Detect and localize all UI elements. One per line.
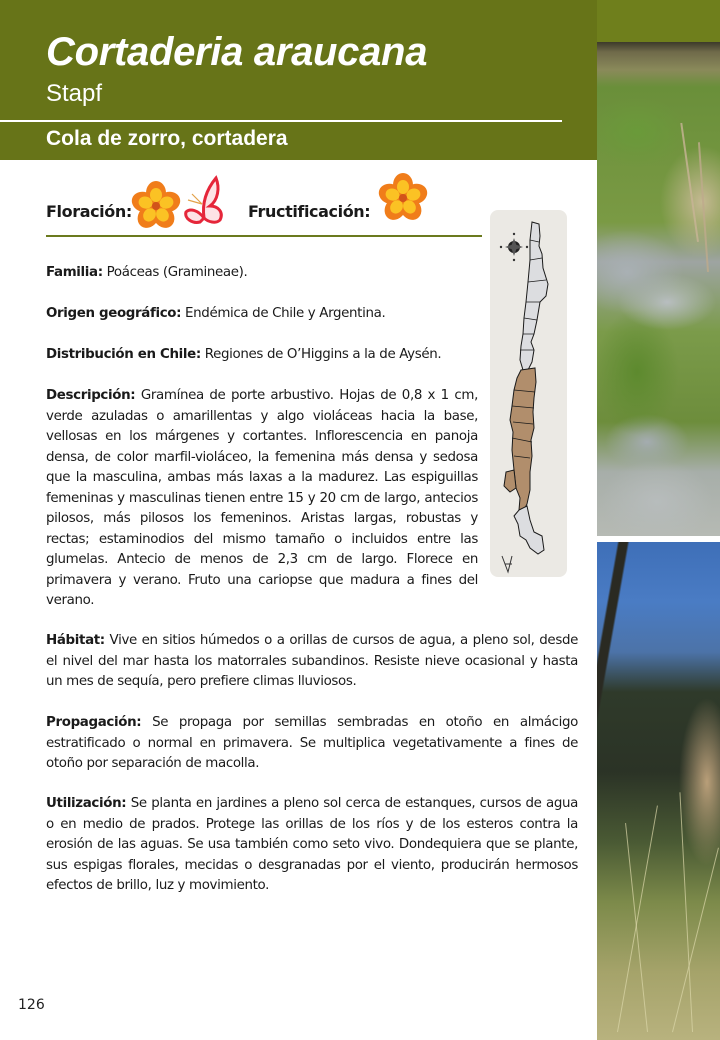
distribucion-text: Regiones de O’Higgins a la de Aysén.	[200, 347, 442, 362]
familia-label: Familia:	[46, 265, 103, 280]
species-title: Cortaderia araucana	[46, 30, 428, 74]
origen-text: Endémica de Chile y Argentina.	[181, 306, 386, 321]
section-distribucion	[46, 345, 478, 366]
origen-label: Origen geográfico:	[46, 306, 182, 321]
propagacion-label: Propagación:	[46, 715, 142, 730]
utilizacion-text: Se planta en jardines a pleno sol cerca de estanques, cursos de agua o en medio de prados. Protege las orillas de los ríos y de los esteros contra la erosión de las aguas. Se usa también como seto vivo. Dondequiera que se plante, sus espigas florales, mecidas o desgranadas por el viento, producirán hermosos efectos de brillo, luz y movimiento.	[46, 796, 578, 893]
section-familia	[46, 263, 478, 284]
header-band-extension	[597, 0, 720, 42]
utilizacion-label: Utilización:	[46, 796, 127, 811]
habitat-photo-riverbed	[597, 42, 720, 536]
propagacion-text: Se propaga por semillas sembradas en otoño en almácigo estratificado o normal en primavera. Se multiplica vegetativamente a fines de otoño por separación de macolla.	[46, 715, 578, 771]
section-habitat	[46, 631, 578, 693]
flowering-label: Floración:	[46, 202, 132, 221]
section-origen	[46, 304, 478, 325]
phenology-divider	[46, 235, 482, 237]
descripcion-text: Gramínea de porte arbustivo. Hojas de 0,8 x 1 cm, verde azuladas o amarillentas y algo violáceas hacia la base, vellosas en los márgenes y cortantes. Inflorescencia en panoja densa, de color marfil-violáceo, la femenina más densa y sedosa que la masculina, ambas más laxas a la madurez. Las espiguillas femeninas y masculinas tienen entre 15 y 20 cm de largo, antecios pilosos, más pilosos los femeninos. Aristas largas, robustas y rectas; estaminodios del mismo tamaño o incluidos entre las glumelas. Antecio de menos de 2,3 cm de largo. Florece en primavera y verano. Fruto una cariopse que madura a fines del verano.	[46, 388, 478, 608]
phenology-row	[46, 172, 482, 232]
flower-icon	[377, 172, 429, 228]
section-propagacion	[46, 713, 578, 775]
descripcion-label: Descripción:	[46, 388, 136, 403]
compass-rose-icon	[500, 233, 528, 261]
species-author: Stapf	[46, 80, 103, 107]
distribucion-label: Distribución en Chile:	[46, 347, 201, 362]
habitat-label: Hábitat:	[46, 633, 105, 648]
fruiting-label: Fructificación:	[248, 202, 371, 221]
butterfly-icon	[182, 174, 226, 232]
flower-icon	[130, 180, 182, 236]
section-utilizacion	[46, 794, 578, 897]
familia-text: Poáceas (Gramineae).	[102, 265, 248, 280]
header-divider	[0, 120, 562, 122]
habitat-text: Vive en sitios húmedos o a orillas de cursos de agua, a pleno sol, desde el nivel del mar hasta los matorrales subandinos. Resiste nieve ocasional y hasta un mes de sequía, pero prefiere climas lluviosos.	[46, 633, 578, 689]
common-name: Cola de zorro, cortadera	[46, 127, 288, 150]
distribution-map	[490, 210, 567, 577]
habitat-photo-plumes	[597, 542, 720, 1040]
section-descripcion	[46, 386, 478, 612]
page-number: 126	[18, 997, 45, 1013]
